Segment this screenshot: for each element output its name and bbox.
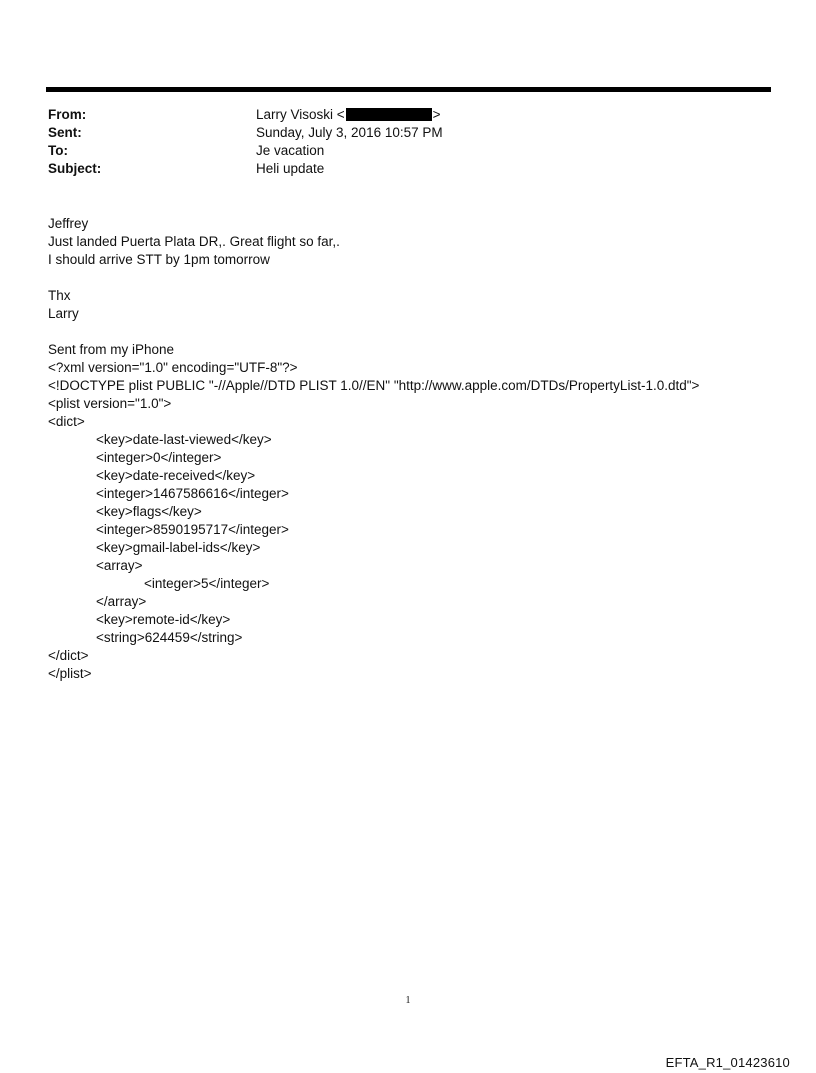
xml-line: </array> bbox=[96, 594, 147, 609]
body-line: Sent from my iPhone bbox=[48, 342, 175, 357]
from-suffix: > bbox=[432, 107, 441, 122]
xml-line: <plist version="1.0"> bbox=[48, 396, 172, 411]
to-value: Je vacation bbox=[256, 143, 325, 158]
xml-line: <key>flags</key> bbox=[96, 504, 202, 519]
body-line: Larry bbox=[48, 306, 79, 321]
xml-line: </plist> bbox=[48, 666, 92, 681]
from-value bbox=[256, 106, 441, 124]
body-line: Just landed Puerta Plata DR,. Great flight so far,. bbox=[48, 234, 340, 249]
xml-line: </dict> bbox=[48, 648, 89, 663]
xml-line: <integer>1467586616</integer> bbox=[96, 486, 289, 501]
from-name: Larry Visoski < bbox=[256, 107, 345, 122]
xml-line: <integer>5</integer> bbox=[144, 576, 270, 591]
xml-line: <?xml version="1.0" encoding="UTF-8"?> bbox=[48, 360, 298, 375]
sent-value: Sunday, July 3, 2016 10:57 PM bbox=[256, 125, 443, 140]
xml-line: <key>date-last-viewed</key> bbox=[96, 432, 272, 447]
xml-line: <integer>0</integer> bbox=[96, 450, 222, 465]
xml-line: <array> bbox=[96, 558, 143, 573]
subject-value: Heli update bbox=[256, 161, 325, 176]
xml-line: <!DOCTYPE plist PUBLIC "-//Apple//DTD PLIST 1.0//EN" "http://www.apple.com/DTDs/PropertyList-1.0.dtd"> bbox=[48, 378, 700, 393]
to-row bbox=[48, 142, 748, 160]
xml-line: <key>date-received</key> bbox=[96, 468, 256, 483]
body-line bbox=[48, 269, 788, 287]
subject-row bbox=[48, 160, 748, 178]
xml-line: <key>gmail-label-ids</key> bbox=[96, 540, 261, 555]
xml-line: <string>624459</string> bbox=[96, 630, 243, 645]
to-label: To: bbox=[48, 143, 68, 158]
body-line: I should arrive STT by 1pm tomorrow bbox=[48, 252, 270, 267]
sent-label: Sent: bbox=[48, 125, 82, 140]
body-line: Jeffrey bbox=[48, 216, 89, 231]
redaction-block bbox=[346, 108, 432, 121]
xml-line: <integer>8590195717</integer> bbox=[96, 522, 289, 537]
xml-line: <dict> bbox=[48, 414, 85, 429]
xml-line: <key>remote-id</key> bbox=[96, 612, 231, 627]
email-body bbox=[48, 215, 788, 683]
document-id: EFTA_R1_01423610 bbox=[665, 1055, 790, 1070]
subject-label: Subject: bbox=[48, 161, 102, 176]
from-label: From: bbox=[48, 107, 87, 122]
body-line: Thx bbox=[48, 288, 71, 303]
body-line bbox=[48, 323, 788, 341]
page-number: 1 bbox=[405, 995, 411, 1006]
sent-row bbox=[48, 124, 748, 142]
email-header bbox=[48, 106, 748, 178]
from-row bbox=[48, 106, 748, 124]
header-rule bbox=[46, 87, 771, 92]
